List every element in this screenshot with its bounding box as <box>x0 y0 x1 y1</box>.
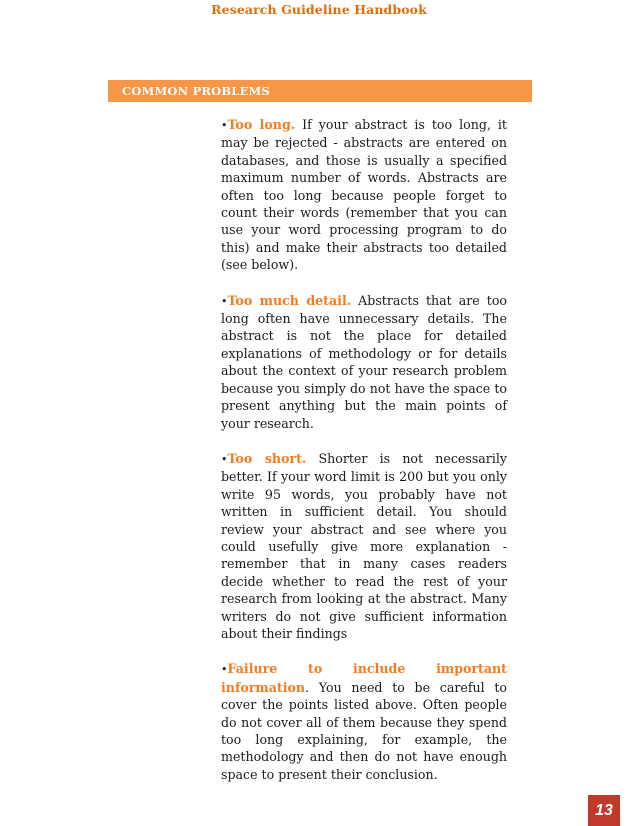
problem-text: If your abstract is too long, it may be rejected - abstracts are entered on databases, and those is usually a specified maximum number of words. Abstracts are often too long because people forget to count their words (remember that you can use your word processing program to do this) and make their abstracts too detailed (see below). <box>221 117 507 273</box>
page-number-badge <box>588 795 620 826</box>
problem-term-punct: . <box>346 292 352 308</box>
section-title: COMMON PROBLEMS <box>122 84 270 98</box>
page-number: 13 <box>595 801 613 819</box>
problem-term: Too much detail <box>227 292 347 308</box>
bullet-glyph: • <box>221 452 228 466</box>
problems-list <box>221 116 507 801</box>
problem-text: Shorter is not necessarily better. If your word limit is 200 but you only write 95 words, you probably have not written in sufficient detail. You should review your abstract and see where you could usefully give more explanation - remember that in many cases readers decide whether to read the rest of your research from looking at the abstract. Many writers do not give sufficient information about their findings <box>221 450 507 641</box>
problem-term: Failure to include important information <box>221 661 507 695</box>
problem-text: Abstracts that are too long often have unnecessary details. The abstract is not the place for detailed explanations of methodology or for details about the context of your research problem because you simply do not have the space to present anything but the main points of your research. <box>221 292 507 431</box>
bullet-glyph: • <box>221 119 228 132</box>
section-header-bar <box>108 80 532 102</box>
problem-term-punct: . <box>290 117 296 132</box>
problem-too-long <box>221 116 507 274</box>
problem-term: Too long <box>227 117 291 132</box>
problem-too-much-detail <box>221 292 507 432</box>
problem-too-short <box>221 450 507 642</box>
bullet-glyph: • <box>221 294 228 308</box>
problem-text: . You need to be careful to cover the points listed above. Often people do not cover all of them because they spend too long explaining, for example, the methodology and then do not have enough space to present their conclusion. <box>221 679 507 782</box>
problem-failure-to-include <box>221 660 507 783</box>
bullet-glyph: • <box>221 663 228 677</box>
problem-term-punct: . <box>301 450 307 466</box>
running-header-title: Research Guideline Handbook <box>211 2 427 17</box>
problem-term: Too short <box>227 450 302 466</box>
